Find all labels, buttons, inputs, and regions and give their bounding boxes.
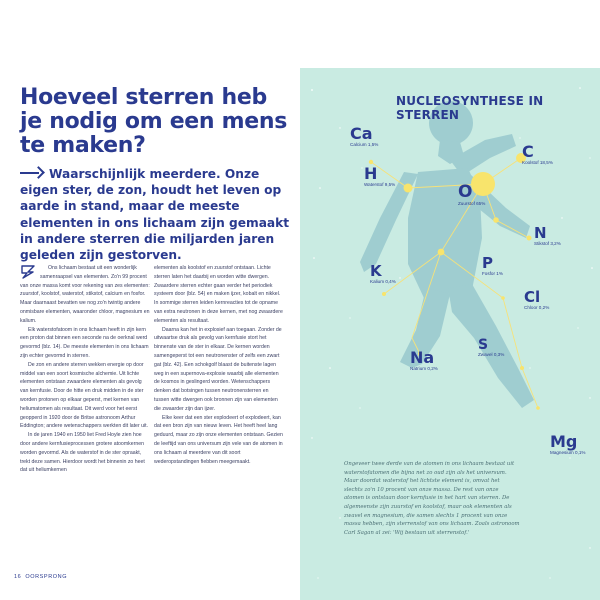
diagram-title: NUCLEOSYNTHESE IN STERREN — [396, 94, 544, 122]
element-cl — [524, 290, 549, 311]
body-paragraph: Ons lichaam bestaat uit een wonderlijk samenraapsel van elementen. Zo'n 99 procent van onze massa komt voor rekening van zes elementen: zuurstof, koolstof, waterstof, stikstof, calcium en fosfor. Maar daarnaast bevatten we nog zo'n twintig andere onmisbare elementen, waaronder chloor, magnesium en kalium. — [20, 265, 150, 324]
element-name: Stikstof 3,2% — [534, 241, 561, 246]
element-symbol: C — [522, 142, 534, 161]
element-name: Kalium 0,4% — [370, 279, 396, 284]
element-p — [482, 256, 503, 277]
element-na — [410, 350, 438, 372]
element-symbol: N — [534, 224, 547, 242]
element-name: Koolstof 18,5% — [522, 160, 553, 165]
arrow-right-icon — [20, 168, 44, 178]
body-paragraph: Elke keer dat een ster explodeert of explodeert, kan dat een bron zijn van nieuw leven. Het heeft heel lang geduurd, maar zo zijn onze elementen ontstaan. Gezien de leeftijd van ons universum zijn vele van de atomen in ons lichaam al meerdere van dit soort wederopstandingen fiebben meegemaakt. — [154, 414, 283, 465]
body-paragraph: In de jaren 1940 en 1950 liet Fred Hoyle zien hoe door andere kernfusieprocessen grotere atoomkernen worden gevormd. Als de waterstof in de ster opraakt, trekt deze samen. Hierdoor wordt het binnenin zo heet dat uit heliumkernen — [20, 432, 145, 474]
element-symbol: Na — [410, 348, 435, 367]
element-name: Natrium 0,2% — [410, 366, 438, 371]
element-name: Magnesium 0,1% — [550, 450, 586, 455]
body-paragraph: De zon en andere sterren wekken energie op door middel van een soort kosmische alchemie. Uit lichte elementen ontstaan zwaardere elementen als gevolg van kernfusie. Door de hitte en druk midden in de ster worden protonen op elkaar geperst, met kernen van heliumatomen als resultaat. Dit werd voor het eerst geopperd in 1920 door de Britse astronoom Arthur Eddington; andere wetenschappers werkten dit later uit. — [20, 361, 149, 430]
element-name: Fosfor 1% — [482, 271, 503, 276]
element-symbol: Ca — [350, 124, 373, 143]
element-name: Waterstof 9,5% — [364, 182, 396, 187]
human-silhouette — [360, 101, 534, 408]
body-column-2 — [154, 264, 284, 466]
element-symbol: H — [364, 164, 378, 183]
element-c — [522, 144, 553, 166]
body-paragraph: elementen als koolstof en zuurstof ontstaan. Lichte sterren laten het daarbij en worden witte dwergen. Zwaardere sterren echter gaan verder het periodiek systeem door (blz. 54) en maken ijzer, kobalt en nikkel. In sommige sterren leiden kernreacties tot de opname van extra neutronen in deze kernen, met nog zwaardere elementen als resultaat. — [154, 265, 283, 324]
element-symbol: Cl — [524, 288, 541, 306]
element-symbol: S — [478, 337, 489, 353]
section-name: OORSPRONG — [25, 574, 68, 580]
page-number: 16 — [14, 574, 22, 580]
lightning-icon — [20, 265, 36, 279]
element-name: Zwavel 0,3% — [478, 352, 505, 357]
page-heading: Hoeveel sterren heb je nodig om een mens te maken? — [20, 85, 288, 158]
body-paragraph: Elk waterstofatoom in ons lichaam heeft in zijn kern een proton dat binnen een seconde na de oerknal werd gevormd (blz. 14). De meeste elementen in ons lichaam zijn echter gevormd in sterren. — [20, 326, 149, 359]
body-column-1 — [20, 264, 150, 475]
body-paragraph: Daarna kan het in explosief aan toegaan. Zonder de uitwaartse druk als gevolg van kernfusie stort het binnenste van de ster in elkaar. De kernen worden samengeperst tot een neutronenster of zelfs een zwart gat (blz. 42). Een schokgolf blaast de buitenste lagen weg in een supernova-explosie waarbij alle elementen de kosmos in geslingerd worden. Wetenschappers denken dat botsingen tussen neutronensterren en tussen witte dwergen ook bronnen zijn van elementen die zwaarder zijn dan ijzer. — [154, 326, 282, 412]
element-symbol: P — [482, 254, 493, 272]
caption-quote: Ongeveer twee derde van de atomen in ons lichaam bestaat uit waterstofatomen die bijna net zo oud zijn als het universum. Maar doordat waterstof het lichtste element is, omvat het slechts zo'n 10 procent van onze massa. De rest van onze atomen is ontstaan door kernfusie in het hart van sterren. De algemeenste zijn zuurstof en koolstof, maar ook elementen als zwavel en magnesium, die samen slechts 1 procent van onze massa hebben, zijn sterrenstof van ons lichaam. Zoals astronoom Carl Sagan al zei: 'Wij bestaan uit sterrenstof.' — [344, 461, 520, 536]
element-s — [478, 338, 504, 358]
element-h — [364, 166, 395, 188]
element-name: Chloor 0,2% — [524, 305, 550, 310]
element-name: Calcium 1,5% — [350, 142, 379, 147]
element-symbol: O — [458, 182, 473, 202]
element-name: Zuurstof 65% — [458, 201, 486, 206]
element-symbol: Mg — [550, 432, 578, 451]
intro-paragraph — [20, 166, 292, 263]
element-k — [370, 264, 396, 285]
page-folio — [14, 574, 67, 580]
element-symbol: K — [370, 262, 382, 280]
element-n — [534, 226, 561, 247]
right-page — [300, 68, 600, 600]
intro-text: Waarschijnlijk meerdere. Onze eigen ster, de zon, houdt het leven op aarde in stand, maar de meeste elementen in ons lichaam zijn gemaakt in andere sterren die miljarden jaren geleden zijn gestorven. — [20, 167, 290, 263]
element-o — [458, 184, 485, 207]
element-mg — [550, 434, 586, 456]
element-ca — [350, 126, 378, 148]
